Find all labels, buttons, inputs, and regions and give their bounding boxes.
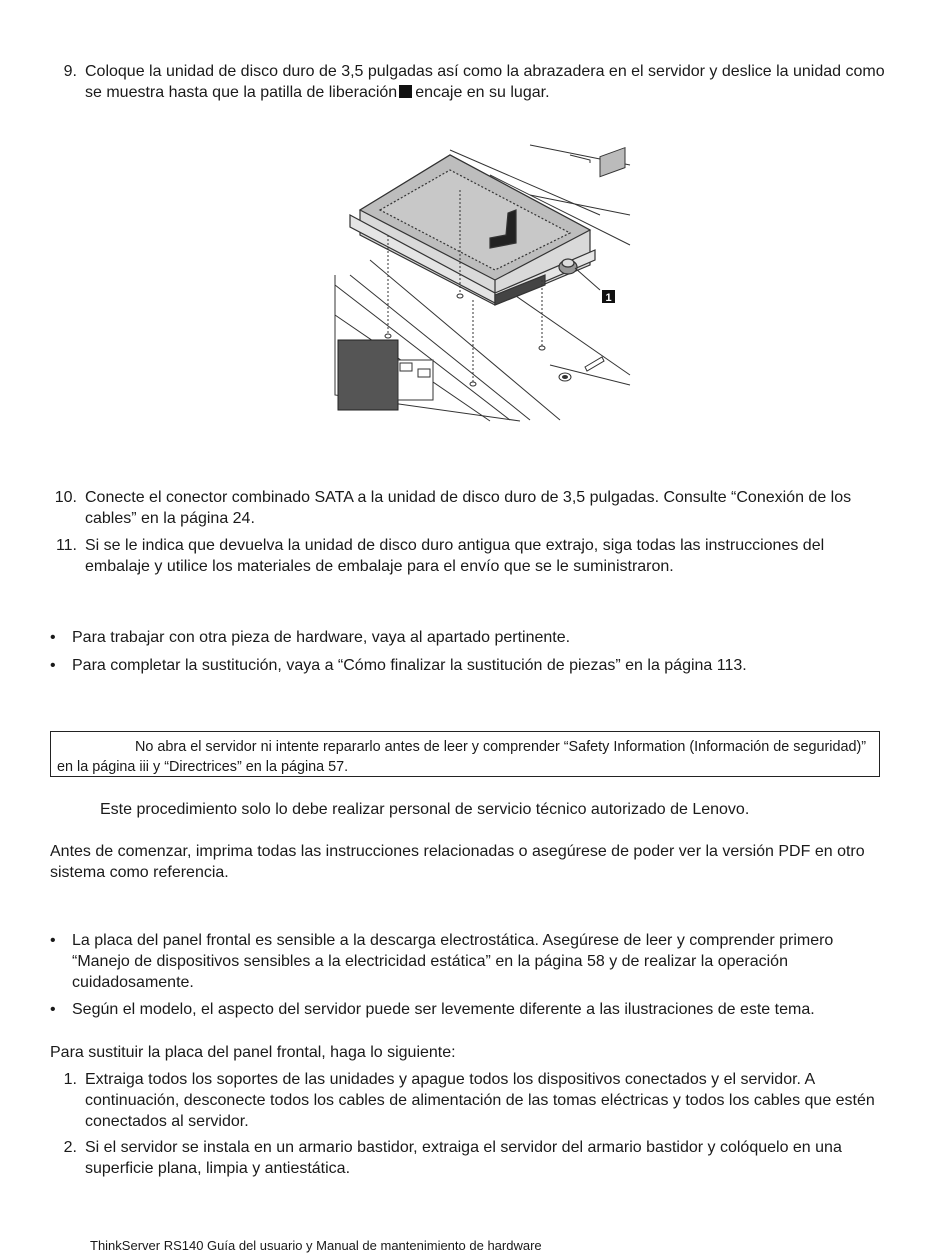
step-text: Extraiga todos los soportes de las unidades y apague todos los dispositivos conectados y el servidor. A continuación, desconecte todos los cables de alimentación de las tomas eléctricas y todos los cables que estén conectados al servidor. bbox=[85, 1071, 875, 1130]
bullet-icon: • bbox=[50, 1001, 56, 1018]
bullet-icon: • bbox=[50, 629, 56, 646]
list-item: • La placa del panel frontal es sensible a la descarga electrostática. Asegúrese de leer y comprender primero “Manejo de dispositivos sensibles a la electricidad estática” en la página 58 y de realizar la operación cuidadosamente. bbox=[50, 932, 834, 991]
list-item: • Para completar la sustitución, vaya a “Cómo finalizar la sustitución de piezas” en la página 113. bbox=[50, 657, 747, 674]
callout-1-label: 1 bbox=[605, 292, 612, 304]
list-item: • Según el modelo, el aspecto del servidor puede ser levemente diferente a las ilustraciones de este tema. bbox=[50, 1001, 815, 1018]
step-number: 11. bbox=[55, 537, 77, 554]
step-1 bbox=[50, 1069, 890, 1132]
step-text: Si el servidor se instala en un armario bastidor, extraiga el servidor del armario bastidor y colóquelo en una superficie plana, limpia y antiestática. bbox=[85, 1139, 842, 1177]
safety-notice-box bbox=[50, 731, 880, 777]
step-number: 2. bbox=[63, 1139, 77, 1156]
step-9 bbox=[50, 61, 890, 103]
procedure-intro: Para sustituir la placa del panel frontal, haga lo siguiente: bbox=[50, 1044, 456, 1061]
list-item: • Para trabajar con otra pieza de hardware, vaya al apartado pertinente. bbox=[50, 629, 571, 646]
step-10 bbox=[50, 487, 890, 529]
step-11 bbox=[50, 535, 890, 577]
step-text: Si se le indica que devuelva la unidad de disco duro antigua que extrajo, siga todas las instrucciones del embalaje y utilice los materiales de embalaje para el envío que se le suministraron. bbox=[85, 537, 825, 575]
page-footer: ThinkServer RS140 Guía del usuario y Manual de mantenimiento de hardware bbox=[90, 1238, 542, 1253]
step-number: 9. bbox=[63, 63, 77, 80]
step-number: 1. bbox=[63, 1071, 77, 1088]
attention-text: Este procedimiento solo lo debe realizar personal de servicio técnico autorizado de Lenovo. bbox=[100, 801, 750, 818]
step-text: Conecte el conector combinado SATA a la unidad de disco duro de 3,5 pulgadas. Consulte “Conexión de los cables” en la página 24. bbox=[85, 489, 852, 527]
step-2 bbox=[50, 1137, 890, 1179]
bullet-icon: • bbox=[50, 657, 56, 674]
step-text: Coloque la unidad de disco duro de 3,5 pulgadas así como la abrazadera en el servidor y deslice la unidad como se muestra hasta que la patilla de liberación encaje en su lugar. bbox=[85, 63, 885, 101]
bullet-icon: • bbox=[50, 932, 56, 949]
intro-text: Antes de comenzar, imprima todas las instrucciones relacionadas o asegúrese de poder ver la versión PDF en otro sistema como referencia. bbox=[50, 843, 865, 881]
safety-notice-text: No abra el servidor ni intente repararlo antes de leer y comprender “Safety Information (Información de seguridad)” en la página iii y “Directrices” en la página 57. bbox=[57, 739, 867, 775]
hard-drive-installation-illustration bbox=[330, 135, 640, 425]
step-number: 10. bbox=[54, 489, 77, 506]
callout-marker-icon bbox=[399, 85, 412, 98]
